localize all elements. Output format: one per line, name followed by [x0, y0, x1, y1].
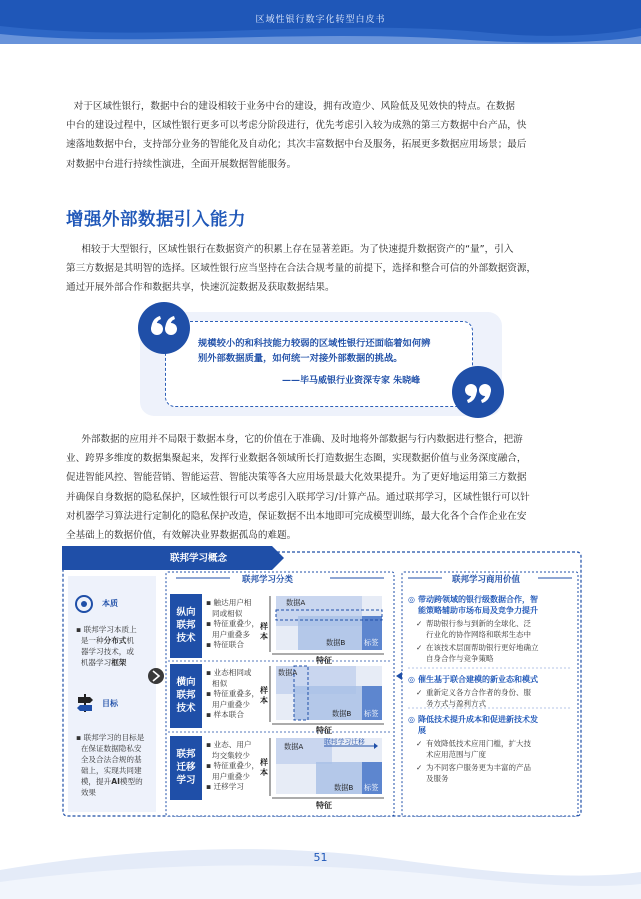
grid1-label: 标签	[364, 638, 379, 647]
label-line: 联邦	[176, 620, 196, 631]
text-span-bold: 框架	[111, 658, 127, 667]
text-line: 对机器学习算法进行定制化的隐私保护改造，保证数据不出本地即可完成模型训练，最大化各个合作企业在安	[66, 510, 527, 522]
label-line: 联邦	[176, 749, 196, 760]
text-line: 促进智能风控、智能营销、智能运营、智能决策等各大应用场景最大化效果提升。为了更好地运用第三方数据	[66, 472, 527, 484]
bullet-line: ▪ 业态、用户	[206, 740, 252, 749]
header-band	[0, 0, 641, 44]
bullet-line: ▪ 特征重叠少，	[206, 619, 260, 629]
text-span: 联邦学习本质上	[83, 625, 137, 634]
grid2-sample-axis: 样本	[260, 686, 268, 705]
value-item	[408, 739, 576, 760]
row-bullets-horizontal	[206, 668, 266, 721]
value-line: 及服务	[426, 773, 449, 783]
value-line: 在该技术层面帮助银行更好地确立	[426, 643, 539, 652]
column-header-value: 联邦学习商用价值	[452, 575, 521, 585]
grid1-data-b: 数据B	[326, 638, 346, 647]
text-line: 第三方数据是其明智的选择。区域性银行应当坚持在合法合规考量的前提下，选择和整合可信的外部数据资源，	[66, 263, 537, 275]
bullet-line: 用户重叠多	[212, 629, 250, 639]
text-line: 外部数据的应用并不局限于数据本身，它的价值在于准确、及时地将外部数据与行内数据进行整合，把游	[81, 434, 523, 445]
text-span: 器学习技术，或	[80, 647, 134, 656]
grid3-data-b: 数据B	[334, 783, 354, 792]
target-icon: ◎	[408, 715, 415, 724]
grid3-transfer-label: 联邦学习迁移	[324, 738, 365, 746]
check-icon: ✓	[416, 643, 423, 652]
target-icon: ◎	[408, 675, 415, 684]
text-span: 机	[126, 636, 134, 645]
bullet-line: 同或相似	[212, 608, 243, 618]
column-header-types: 联邦学习分类	[242, 575, 294, 585]
federated-learning-diagram	[62, 546, 582, 818]
label-line: 技术	[176, 703, 196, 714]
essence-text: ▪ 联邦学习本质上 是一种分布式机 器学习技术，或 机器学习框架	[76, 625, 137, 667]
label-line: 技术	[176, 633, 196, 644]
text-line: 中台的建设过程中，区域性银行更多可以考虑分阶段进行，优先考虑引入较为成熟的第三方数据中台产品，快	[66, 120, 527, 132]
bullet-line: ▪ 迁移学习	[206, 782, 244, 792]
grid1-sample-axis: 样本	[260, 622, 268, 641]
value-head-line: 能策略辅助市场布局及竞争力提升	[418, 606, 538, 615]
label-line: 学习	[176, 775, 196, 786]
grid1-feature-axis: 特征	[316, 656, 332, 665]
value-line: 务方式与盈利方式	[426, 698, 486, 708]
text-line: 并确保自身数据的隐私保护，区域性银行可以考虑引入联邦学习/计算产品。通过联邦学习，区域性银行可以针	[66, 491, 530, 503]
value-line: 有效降低技术应用门槛，扩大技	[426, 739, 531, 748]
text-span: 全及合法合规的基	[80, 755, 142, 764]
grid2-label: 标签	[364, 709, 379, 718]
row-label-vertical	[170, 606, 202, 645]
value-block-1	[408, 594, 576, 664]
page-number: 51	[313, 851, 328, 864]
value-head-line: 催生基于联合建模的新业态和模式	[418, 675, 538, 684]
paragraph-external-data	[66, 240, 578, 298]
bullet-line: 相似	[212, 678, 228, 688]
text-line: 对于区域性银行，数据中台的建设相较于业务中台的建设，拥有改造少、风险低及见效快的特点。在数据	[73, 101, 515, 112]
grid2-data-a: 数据A	[278, 668, 298, 677]
grid2-feature-axis: 特征	[316, 726, 332, 735]
value-line: 术应用范围与广度	[426, 749, 486, 759]
bullet-line: ▪ 触达用户相	[206, 598, 252, 607]
bullet-line: ▪ 特征联合	[206, 640, 244, 650]
grid1-data-a: 数据A	[286, 598, 306, 607]
section-title: 增强外部数据引入能力	[66, 210, 246, 230]
bullet-line: ▪ 特征重叠多，	[206, 689, 260, 699]
quote-text	[198, 336, 458, 366]
open-quote-icon	[138, 302, 190, 354]
quote-line: 规模较小的和科技能力较弱的区域性银行还面临着如何辨	[198, 338, 431, 349]
bullet-line: ▪ 样本联合	[206, 710, 244, 720]
grid3-label: 标签	[364, 783, 379, 792]
text-line: 速落地数据中台，支持部分业务的智能化及自动化；其次丰富数据中台及服务，拓展更多数据应用场景；最后	[66, 139, 527, 151]
goal-label: 目标	[102, 699, 118, 708]
text-span: 联邦学习的目标是	[83, 733, 145, 742]
quote-line: 别外部数据质量，如何统一对接外部数据的挑战。	[198, 353, 403, 364]
value-item	[408, 619, 576, 640]
value-line: 行业化的协作网络和联邦生态中	[426, 629, 531, 639]
text-span: 机器学习	[80, 658, 112, 667]
label-line: 横向	[176, 677, 196, 688]
value-head	[408, 674, 576, 685]
text-span: 效果	[80, 788, 97, 797]
check-icon: ✓	[416, 619, 423, 628]
grid3-sample-axis: 样本	[260, 758, 268, 777]
text-span: 础上，实现共同建	[80, 766, 142, 775]
bullet-line: 用户重叠少	[212, 699, 250, 709]
paragraph-data-middle-office	[66, 97, 578, 174]
row-label-transfer	[170, 748, 202, 787]
text-span: 模型的	[119, 777, 143, 786]
value-item	[408, 688, 576, 709]
value-head-line: 展	[418, 726, 426, 735]
text-span: 在保证数据隐私安	[80, 744, 142, 753]
essence-label: 本质	[102, 599, 118, 608]
target-icon: ◎	[408, 595, 415, 604]
signpost-icon	[74, 692, 96, 718]
text-span-bold: 分布式	[103, 636, 127, 645]
text-span: 模，提升	[80, 777, 112, 786]
bullet-line: 用户重叠少	[212, 771, 250, 781]
text-line: 全基础上的数据价值，有效解决业界数据孤岛的难题。	[66, 530, 297, 542]
grid3-data-a: 数据A	[284, 742, 304, 751]
paragraph-federated-learning	[66, 430, 578, 545]
bullet-line: 均交集较少	[212, 750, 250, 760]
row-label-horizontal	[170, 676, 202, 715]
grid3-feature-axis: 特征	[316, 801, 332, 810]
text-line: 通过开展外部合作和数据共享，快速沉淀数据及获取数据结果。	[66, 282, 335, 294]
text-span-bold: AI	[111, 777, 120, 786]
text-line: 业、跨界多维度的数据集聚起来，发挥行业数据各领域所长打造数据生态圈，实现数据价值与业务深度融合，	[66, 453, 527, 465]
value-line: 自身合作与竞争策略	[426, 653, 494, 663]
value-head	[408, 714, 576, 736]
grid2-data-b: 数据B	[332, 709, 352, 718]
bullet-line: ▪ 业态相同或	[206, 668, 252, 677]
value-head-line: 降低技术提升成本和促进新技术发	[418, 715, 538, 724]
row-bullets-transfer	[206, 740, 266, 793]
header-title: 区域性银行数字化转型白皮书	[255, 15, 386, 25]
label-line: 联邦	[176, 690, 196, 701]
bullet-line: ▪ 特征重叠少，	[206, 761, 260, 771]
text-line: 对数据中台进行持续性演进，全面开展数据智能服务。	[66, 158, 297, 170]
label-line: 迁移	[176, 762, 196, 773]
value-block-2	[408, 674, 576, 709]
value-item	[408, 763, 576, 784]
globe-icon	[74, 594, 94, 618]
check-icon: ✓	[416, 688, 423, 697]
value-line: 帮助银行参与到新的全球化、泛	[426, 619, 531, 628]
row-bullets-vertical	[206, 598, 266, 651]
value-head-line: 带动跨领域的银行级数据合作，智	[418, 595, 538, 604]
check-icon: ✓	[416, 739, 423, 748]
label-line: 纵向	[176, 607, 196, 618]
text-line: 相较于大型银行，区域性银行在数据资产的积累上存在显著差距。为了快速提升数据资产的“量”，引入	[81, 244, 514, 255]
quote-author: ——毕马威银行业资深专家 朱晓峰	[282, 376, 421, 386]
diagram-title: 联邦学习概念	[170, 553, 228, 564]
text-span: 是一种	[80, 636, 104, 645]
value-head	[408, 594, 576, 616]
close-quote-icon	[452, 366, 504, 418]
value-line: 重新定义各方合作者的身份、服	[426, 688, 531, 697]
value-line: 为不同客户服务更为丰富的产品	[426, 763, 531, 772]
goal-text: ▪ 联邦学习的目标是 在保证数据隐私安 全及合法合规的基 础上，实现共同建 模，提升AI模型的 效果	[76, 733, 145, 797]
check-icon: ✓	[416, 763, 423, 772]
value-item	[408, 643, 576, 664]
value-block-3	[408, 714, 576, 784]
